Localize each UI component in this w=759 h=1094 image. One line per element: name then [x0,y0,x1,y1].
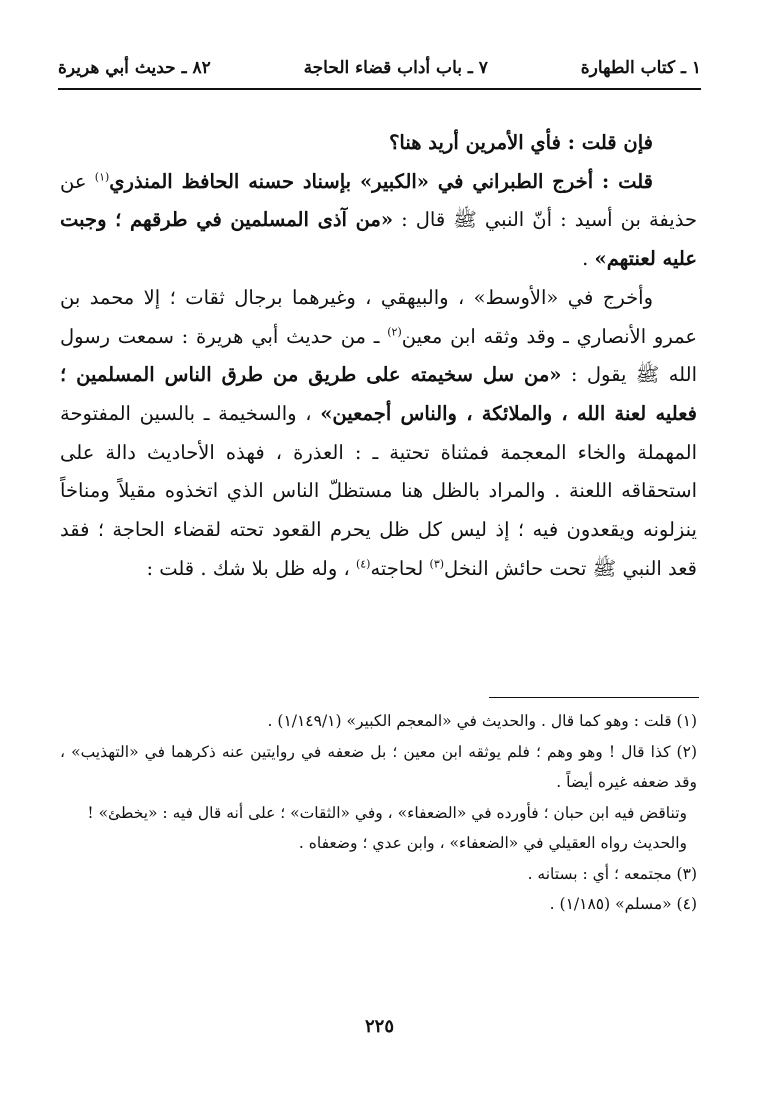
footnote-ref-4[interactable]: (٤) [355,557,371,571]
footnote-1: (١) قلت : وهو كما قال . والحديث في «المعجم الكبير» (١/١٤٩/١) . [267,712,697,730]
paragraph-awsat-explanation: ، والسخيمة ـ بالسين المفتوحة المهملة والخاء المعجمة فمثناة تحتية ـ : العذرة ، فهذه الأحاديث دالة على استحقاقه اللعنة . والمراد بالظل هنا مستظلّ الناس الذي اتخذوه مقيلاً ومناخاً ينزلونه ويقعدون فيه ؛ إذ ليس كل ظل يحرم القعود تحته لقضاء الحاجة ؛ فقد قعد النبي ﷺ تحت حائش النخل [60,401,697,580]
footnotes [60,706,697,920]
running-header [58,50,701,86]
paragraph-tabarani-text: قلت : أخرج الطبراني في «الكبير» بإسناد حسنه الحافظ المنذري [109,169,653,193]
footnote-ref-2[interactable]: (٢) [387,325,402,339]
main-text [60,124,697,588]
footnote-3: (٣) مجتمعه ؛ أي : بستانه . [527,864,697,883]
paragraph-awsat-need: لحاجته [370,556,430,580]
header-book-title: ١ ـ كتاب الطهارة [580,58,701,78]
paragraph-tabarani-end: . [582,247,595,271]
page-number: ٢٢٥ [364,1016,394,1037]
header-chapter-title: ٧ ـ باب أداب قضاء الحاجة [303,58,488,78]
footnote-2-continued: وتناقض فيه ابن حبان ؛ فأورده في «الضعفاء» ، وفي «الثقات» ؛ على أنه قال فيه : «يخطئ» ! [87,803,687,822]
hadith-quote-1: «من آذى المسلمين في طرقهم ؛ وجبت عليه لعنتهم» [60,208,697,271]
footnote-2: (٢) كذا قال ! وهو وهم ؛ فلم يوثقه ابن معين ؛ بل ضعفه في روايتين عنه ذكرهما في «التهذيب» ، وقد ضعفه غيره أيضاً . [60,742,697,791]
footnote-ref-1[interactable]: (١) [94,170,110,184]
paragraph-tabarani-isnad: عن حذيفة بن أسيد : أنّ النبي ﷺ قال : [60,169,698,232]
paragraph-question: فإن قلت : فأي الأمرين أريد هنا؟ [389,131,653,154]
footnote-divider [489,697,699,698]
hadith-quote-2: «من سل سخيمته على طريق من طرق الناس المسلمين ؛ فعليه لعنة الله ، والملائكة ، والناس أجمعين» [60,363,697,425]
footnote-2-continued-2: والحديث رواه العقيلي في «الضعفاء» ، وابن عدي ؛ وضعفاه . [298,834,687,852]
paragraph-awsat-text: وأخرج في «الأوسط» ، والبيهقي ، وغيرهما برجال ثقات ؛ إلا محمد بن عمرو الأنصاري ـ وقد وثقه ابن معين [60,285,697,348]
paragraph-tabarani [60,163,697,279]
footnote-4: (٤) «مسلم» (١/١٨٥) . [549,895,697,913]
header-hadith-title: ٨٢ ـ حديث أبي هريرة [58,58,211,78]
paragraph-awsat-end: ، وله ظل بلا شك . قلت : [146,556,356,580]
paragraph-awsat-isnad: ـ من حديث أبي هريرة : سمعت رسول الله ﷺ يقول : [60,324,697,387]
paragraph-awsat [60,279,697,589]
footnote-ref-3[interactable]: (٣) [429,557,445,571]
header-divider [58,88,701,90]
